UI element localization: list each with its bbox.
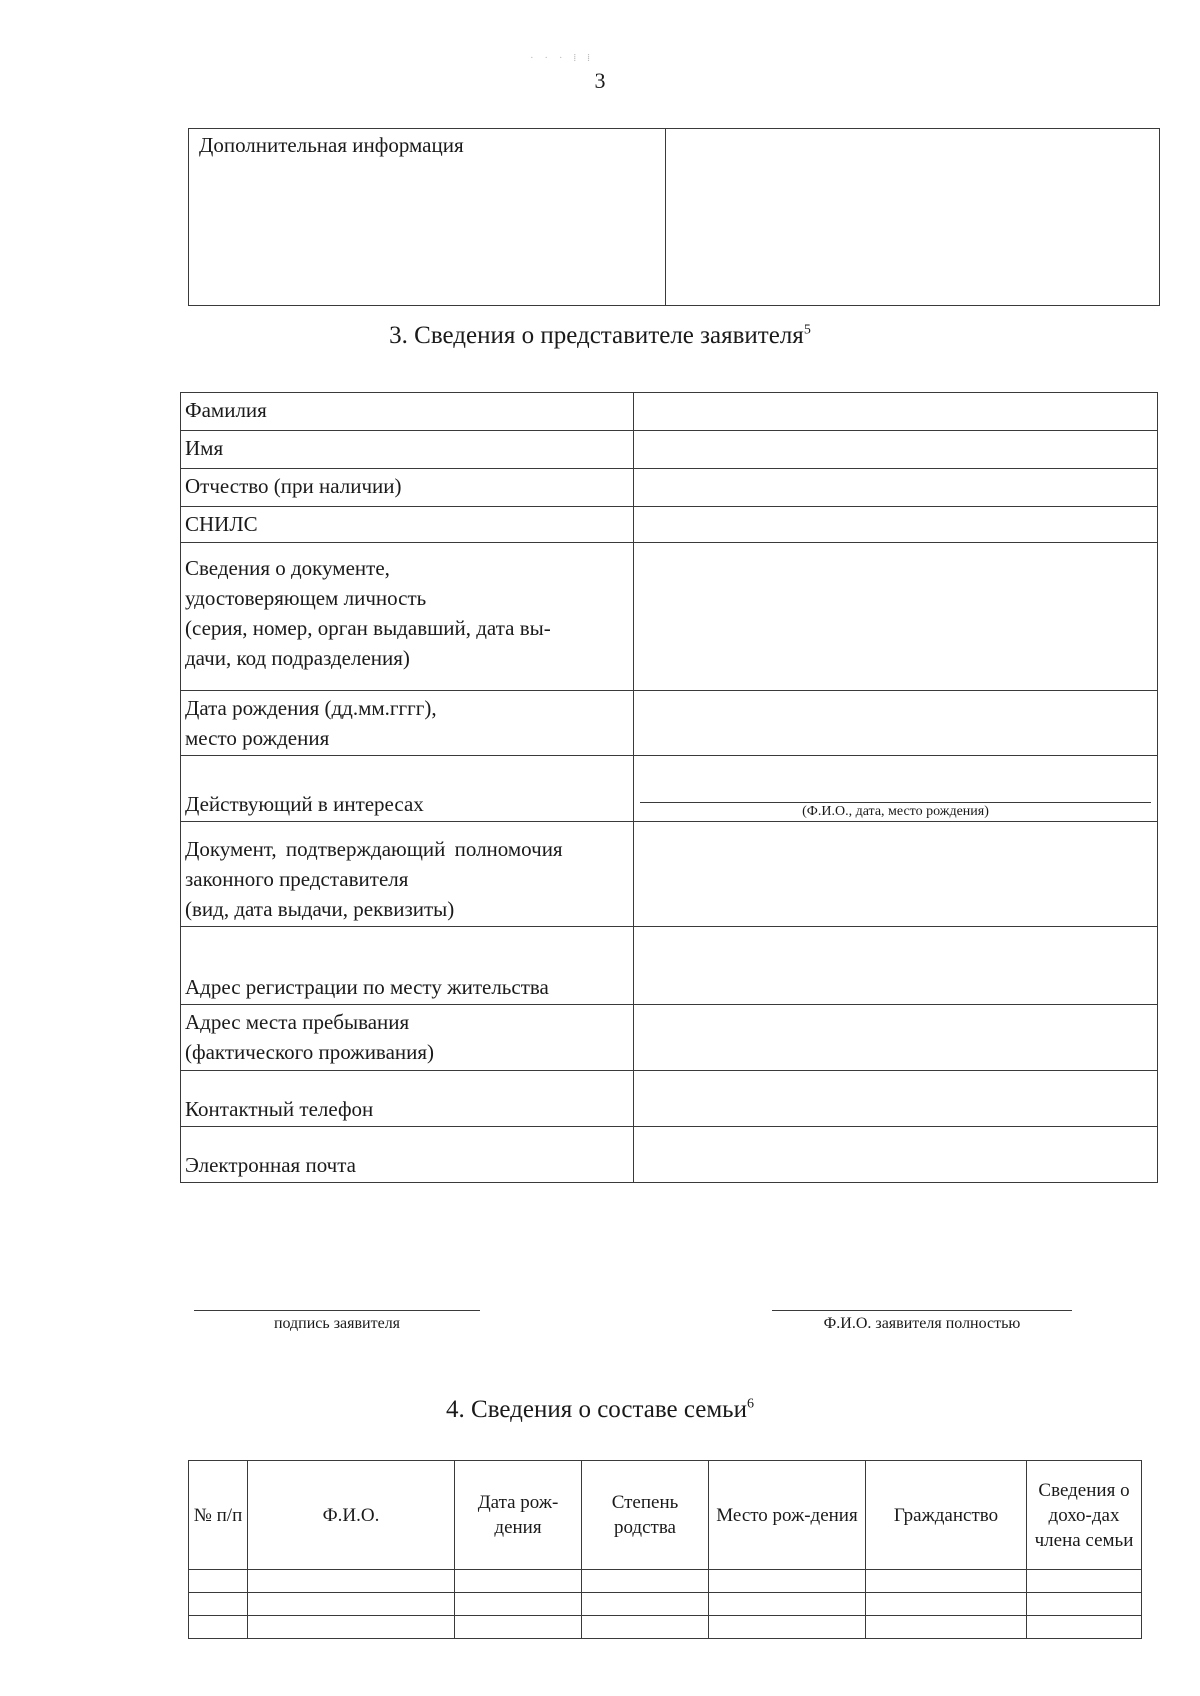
rep-label-id-document (181, 543, 634, 691)
rep-row-authority-document (181, 822, 1158, 927)
rep-row-birth (181, 691, 1158, 756)
rep-label-id-document-line-3: (серия, номер, орган выдавший, дата вы- (185, 616, 551, 640)
family-cell[interactable] (709, 1593, 866, 1616)
family-col-birth-date: Дата рож-дения (455, 1461, 582, 1570)
family-cell[interactable] (248, 1570, 455, 1593)
rep-row-surname (181, 393, 1158, 431)
section-4-footnote: 6 (746, 1396, 754, 1412)
rep-label-stay-line-1: Адрес места пребывания (185, 1010, 410, 1034)
rep-field-snils[interactable] (634, 507, 1158, 543)
family-cell[interactable] (866, 1593, 1027, 1616)
family-header-row (189, 1461, 1142, 1570)
family-cell[interactable] (709, 1570, 866, 1593)
rep-field-surname[interactable] (634, 393, 1158, 431)
family-cell[interactable] (582, 1616, 709, 1639)
rep-field-birth[interactable] (634, 691, 1158, 756)
rep-field-email[interactable] (634, 1127, 1158, 1183)
rep-label-phone: Контактный телефон (181, 1071, 634, 1127)
rep-label-stay-address (181, 1005, 634, 1071)
family-cell[interactable] (709, 1616, 866, 1639)
rep-label-email: Электронная почта (181, 1127, 634, 1183)
rep-label-patronymic: Отчество (при наличии) (181, 469, 634, 507)
section-3-title (0, 322, 1200, 350)
rep-label-birth-line-1: Дата рождения (дд.мм.гггг), (185, 696, 437, 720)
full-name-line[interactable] (772, 1310, 1072, 1311)
rep-label-snils: СНИЛС (181, 507, 634, 543)
rep-label-id-document-line-1: Сведения о документе, (185, 556, 390, 580)
signature-caption: подпись заявителя (273, 1315, 401, 1332)
rep-label-authority-line-1: Документ, подтверждающий полномочия (185, 837, 563, 861)
rep-row-email (181, 1127, 1158, 1183)
family-col-relation: Степень родства (582, 1461, 709, 1570)
additional-info-label: Дополнительная информация (189, 129, 666, 306)
rep-field-acting-for[interactable] (634, 756, 1158, 822)
acting-for-hint: (Ф.И.О., дата, место рождения) (802, 804, 989, 819)
family-col-fio: Ф.И.О. (248, 1461, 455, 1570)
family-cell[interactable] (248, 1593, 455, 1616)
rep-label-surname: Фамилия (181, 393, 634, 431)
additional-info-row (189, 129, 1160, 306)
representative-table (180, 392, 1158, 1183)
family-cell[interactable] (248, 1616, 455, 1639)
scan-artifact: · · · ⁞ ⁞ (530, 52, 595, 64)
family-cell[interactable] (1027, 1616, 1142, 1639)
family-cell[interactable] (189, 1593, 248, 1616)
family-cell[interactable] (866, 1616, 1027, 1639)
rep-field-name[interactable] (634, 431, 1158, 469)
section-4-title (0, 1396, 1200, 1424)
rep-field-authority-document[interactable] (634, 822, 1158, 927)
full-name-block (772, 1310, 1072, 1333)
family-col-number: № п/п (189, 1461, 248, 1570)
rep-label-id-document-line-2: удостоверяющем личность (185, 586, 427, 610)
family-row-2 (189, 1593, 1142, 1616)
family-col-birth-place: Место рож-дения (709, 1461, 866, 1570)
rep-label-birth-line-2: место рождения (185, 726, 330, 750)
rep-label-authority-line-2: законного представителя (185, 867, 409, 891)
rep-label-registration-address: Адрес регистрации по месту жительства (181, 927, 634, 1005)
rep-label-name: Имя (181, 431, 634, 469)
family-cell[interactable] (189, 1570, 248, 1593)
rep-field-phone[interactable] (634, 1071, 1158, 1127)
section-3-title-text: 3. Сведения о представителе заявителя (389, 322, 804, 349)
section-3-footnote: 5 (803, 322, 811, 338)
rep-field-id-document[interactable] (634, 543, 1158, 691)
rep-label-birth (181, 691, 634, 756)
rep-row-patronymic (181, 469, 1158, 507)
page-number: 3 (594, 68, 606, 93)
signature-line[interactable] (194, 1310, 480, 1311)
rep-row-name (181, 431, 1158, 469)
family-cell[interactable] (866, 1570, 1027, 1593)
rep-field-patronymic[interactable] (634, 469, 1158, 507)
family-cell[interactable] (1027, 1593, 1142, 1616)
rep-label-acting-for: Действующий в интересах (181, 756, 634, 822)
rep-row-registration-address (181, 927, 1158, 1005)
family-cell[interactable] (455, 1616, 582, 1639)
family-col-citizenship: Гражданство (866, 1461, 1027, 1570)
rep-field-registration-address[interactable] (634, 927, 1158, 1005)
rep-row-phone (181, 1071, 1158, 1127)
family-row-3 (189, 1616, 1142, 1639)
rep-row-stay-address (181, 1005, 1158, 1071)
full-name-caption: Ф.И.О. заявителя полностью (823, 1315, 1021, 1332)
additional-info-table (188, 128, 1160, 306)
rep-row-snils (181, 507, 1158, 543)
rep-label-stay-line-2: (фактического проживания) (185, 1040, 435, 1064)
rep-label-id-document-line-4: дачи, код подразделения) (185, 646, 410, 670)
signature-block (194, 1310, 480, 1333)
family-col-income: Сведения о дохо-дах члена семьи (1027, 1461, 1142, 1570)
family-cell[interactable] (582, 1570, 709, 1593)
additional-info-field[interactable] (666, 129, 1160, 306)
family-cell[interactable] (189, 1616, 248, 1639)
family-table (188, 1460, 1142, 1639)
family-cell[interactable] (582, 1593, 709, 1616)
rep-label-authority-line-3: (вид, дата выдачи, реквизиты) (185, 897, 455, 921)
rep-field-stay-address[interactable] (634, 1005, 1158, 1071)
rep-label-authority-document (181, 822, 634, 927)
family-cell[interactable] (455, 1570, 582, 1593)
section-4-title-text: 4. Сведения о составе семьи (446, 1396, 747, 1423)
family-row-1 (189, 1570, 1142, 1593)
rep-row-acting-for (181, 756, 1158, 822)
rep-row-id-document (181, 543, 1158, 691)
family-cell[interactable] (455, 1593, 582, 1616)
family-cell[interactable] (1027, 1570, 1142, 1593)
